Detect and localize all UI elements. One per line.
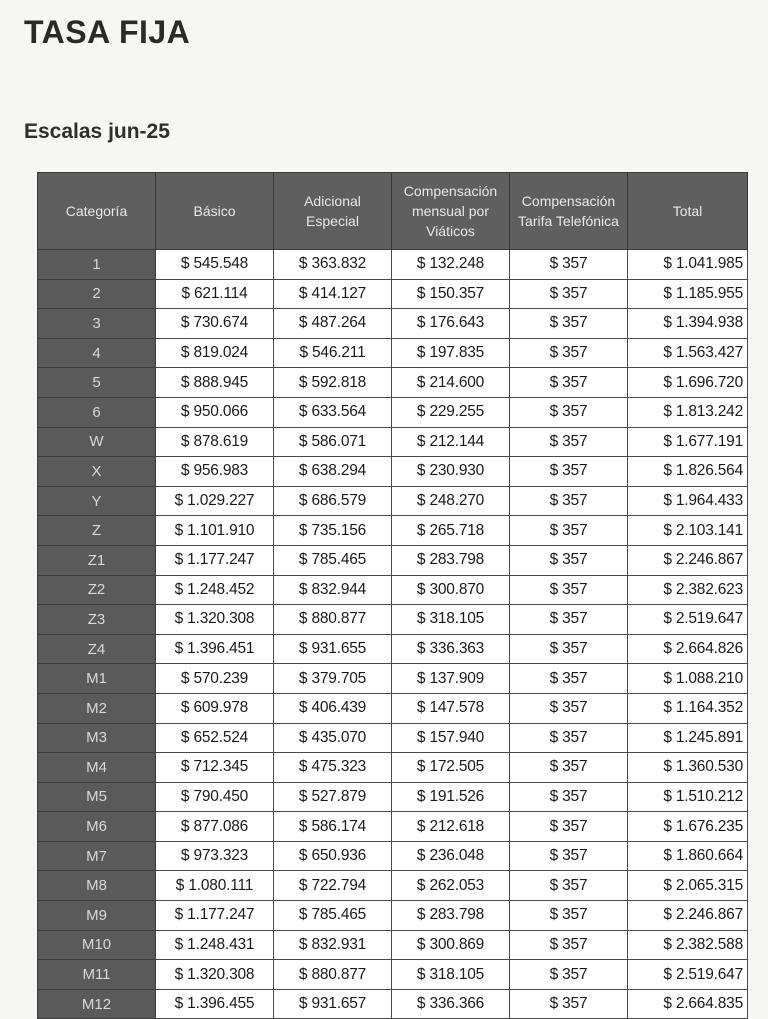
cell-telefonica: $ 357 [510, 545, 628, 575]
cell-total: $ 2.103.141 [628, 516, 748, 546]
cell-total: $ 1.696.720 [628, 368, 748, 398]
cell-categoria: Z1 [38, 545, 156, 575]
cell-adicional: $ 475.323 [274, 753, 392, 783]
cell-categoria: M2 [38, 693, 156, 723]
cell-total: $ 2.519.647 [628, 960, 748, 990]
cell-basico: $ 819.024 [156, 338, 274, 368]
cell-categoria: Z [38, 516, 156, 546]
cell-categoria: M1 [38, 664, 156, 694]
cell-total: $ 1.245.891 [628, 723, 748, 753]
header-basico: Básico [156, 173, 274, 250]
cell-basico: $ 790.450 [156, 782, 274, 812]
cell-total: $ 2.519.647 [628, 605, 748, 635]
cell-adicional: $ 379.705 [274, 664, 392, 694]
header-adicional: Adicional Especial [274, 173, 392, 250]
cell-telefonica: $ 357 [510, 664, 628, 694]
cell-telefonica: $ 357 [510, 486, 628, 516]
table-row [38, 930, 748, 960]
cell-viaticos: $ 300.869 [392, 930, 510, 960]
cell-total: $ 1.676.235 [628, 812, 748, 842]
cell-categoria: Z3 [38, 605, 156, 635]
header-total: Total [628, 173, 748, 250]
cell-categoria: M10 [38, 930, 156, 960]
cell-categoria: Y [38, 486, 156, 516]
table-row [38, 427, 748, 457]
cell-total: $ 2.664.835 [628, 989, 748, 1019]
cell-viaticos: $ 137.909 [392, 664, 510, 694]
cell-basico: $ 1.396.455 [156, 989, 274, 1019]
cell-telefonica: $ 357 [510, 634, 628, 664]
cell-categoria: M8 [38, 871, 156, 901]
cell-basico: $ 877.086 [156, 812, 274, 842]
cell-categoria: 5 [38, 368, 156, 398]
cell-basico: $ 621.114 [156, 279, 274, 309]
cell-total: $ 1.360.530 [628, 753, 748, 783]
cell-categoria: M5 [38, 782, 156, 812]
cell-viaticos: $ 176.643 [392, 309, 510, 339]
cell-telefonica: $ 357 [510, 989, 628, 1019]
table-row [38, 309, 748, 339]
cell-categoria: Z4 [38, 634, 156, 664]
table-header-row [38, 173, 748, 250]
cell-viaticos: $ 265.718 [392, 516, 510, 546]
cell-total: $ 2.664.826 [628, 634, 748, 664]
cell-telefonica: $ 357 [510, 368, 628, 398]
cell-categoria: M6 [38, 812, 156, 842]
cell-categoria: Z2 [38, 575, 156, 605]
header-viaticos: Compensación mensual por Viáticos [392, 173, 510, 250]
cell-viaticos: $ 230.930 [392, 457, 510, 487]
table-row [38, 841, 748, 871]
cell-telefonica: $ 357 [510, 516, 628, 546]
cell-viaticos: $ 248.270 [392, 486, 510, 516]
table-row [38, 575, 748, 605]
cell-viaticos: $ 132.248 [392, 250, 510, 280]
cell-viaticos: $ 147.578 [392, 693, 510, 723]
table-body [38, 250, 748, 1019]
cell-viaticos: $ 191.526 [392, 782, 510, 812]
cell-viaticos: $ 336.363 [392, 634, 510, 664]
cell-total: $ 2.246.867 [628, 545, 748, 575]
cell-basico: $ 1.320.308 [156, 605, 274, 635]
cell-basico: $ 545.548 [156, 250, 274, 280]
cell-viaticos: $ 336.366 [392, 989, 510, 1019]
table-row [38, 605, 748, 635]
cell-viaticos: $ 212.618 [392, 812, 510, 842]
table-row [38, 901, 748, 931]
cell-basico: $ 730.674 [156, 309, 274, 339]
cell-total: $ 1.185.955 [628, 279, 748, 309]
cell-viaticos: $ 318.105 [392, 605, 510, 635]
cell-categoria: M9 [38, 901, 156, 931]
cell-adicional: $ 586.174 [274, 812, 392, 842]
cell-total: $ 1.677.191 [628, 427, 748, 457]
cell-basico: $ 1.177.247 [156, 901, 274, 931]
cell-telefonica: $ 357 [510, 457, 628, 487]
table-row [38, 368, 748, 398]
cell-total: $ 2.382.588 [628, 930, 748, 960]
cell-adicional: $ 406.439 [274, 693, 392, 723]
cell-viaticos: $ 197.835 [392, 338, 510, 368]
cell-basico: $ 1.248.452 [156, 575, 274, 605]
table-row [38, 516, 748, 546]
cell-telefonica: $ 357 [510, 871, 628, 901]
cell-telefonica: $ 357 [510, 901, 628, 931]
cell-categoria: M4 [38, 753, 156, 783]
cell-telefonica: $ 357 [510, 723, 628, 753]
cell-categoria: X [38, 457, 156, 487]
page-title: TASA FIJA [24, 14, 191, 50]
table-row [38, 871, 748, 901]
cell-adicional: $ 527.879 [274, 782, 392, 812]
cell-telefonica: $ 357 [510, 575, 628, 605]
cell-basico: $ 1.177.247 [156, 545, 274, 575]
cell-categoria: 2 [38, 279, 156, 309]
cell-total: $ 1.826.564 [628, 457, 748, 487]
cell-telefonica: $ 357 [510, 812, 628, 842]
cell-viaticos: $ 318.105 [392, 960, 510, 990]
cell-telefonica: $ 357 [510, 338, 628, 368]
cell-adicional: $ 735.156 [274, 516, 392, 546]
cell-basico: $ 1.248.431 [156, 930, 274, 960]
header-categoria: Categoría [38, 173, 156, 250]
cell-telefonica: $ 357 [510, 250, 628, 280]
cell-categoria: 4 [38, 338, 156, 368]
cell-basico: $ 888.945 [156, 368, 274, 398]
table-row [38, 397, 748, 427]
cell-telefonica: $ 357 [510, 930, 628, 960]
cell-total: $ 1.394.938 [628, 309, 748, 339]
cell-viaticos: $ 283.798 [392, 901, 510, 931]
cell-adicional: $ 586.071 [274, 427, 392, 457]
cell-total: $ 1.041.985 [628, 250, 748, 280]
cell-total: $ 1.813.242 [628, 397, 748, 427]
cell-adicional: $ 686.579 [274, 486, 392, 516]
cell-telefonica: $ 357 [510, 782, 628, 812]
cell-basico: $ 652.524 [156, 723, 274, 753]
cell-categoria: M11 [38, 960, 156, 990]
table-row [38, 279, 748, 309]
cell-adicional: $ 722.794 [274, 871, 392, 901]
cell-total: $ 2.246.867 [628, 901, 748, 931]
cell-total: $ 1.964.433 [628, 486, 748, 516]
cell-adicional: $ 931.657 [274, 989, 392, 1019]
cell-basico: $ 1.080.111 [156, 871, 274, 901]
cell-total: $ 1.860.664 [628, 841, 748, 871]
cell-adicional: $ 633.564 [274, 397, 392, 427]
table-row [38, 812, 748, 842]
table-row [38, 545, 748, 575]
cell-total: $ 1.510.212 [628, 782, 748, 812]
cell-viaticos: $ 262.053 [392, 871, 510, 901]
cell-viaticos: $ 212.144 [392, 427, 510, 457]
cell-categoria: 1 [38, 250, 156, 280]
cell-total: $ 1.088.210 [628, 664, 748, 694]
cell-categoria: W [38, 427, 156, 457]
cell-viaticos: $ 157.940 [392, 723, 510, 753]
table-row [38, 782, 748, 812]
cell-basico: $ 712.345 [156, 753, 274, 783]
cell-telefonica: $ 357 [510, 427, 628, 457]
cell-adicional: $ 832.944 [274, 575, 392, 605]
cell-adicional: $ 638.294 [274, 457, 392, 487]
cell-telefonica: $ 357 [510, 753, 628, 783]
table-row [38, 250, 748, 280]
table-row [38, 989, 748, 1019]
table-row [38, 664, 748, 694]
cell-basico: $ 1.101.910 [156, 516, 274, 546]
cell-total: $ 1.563.427 [628, 338, 748, 368]
cell-viaticos: $ 172.505 [392, 753, 510, 783]
cell-categoria: 6 [38, 397, 156, 427]
cell-adicional: $ 650.936 [274, 841, 392, 871]
cell-basico: $ 570.239 [156, 664, 274, 694]
cell-categoria: M7 [38, 841, 156, 871]
table-row [38, 753, 748, 783]
cell-basico: $ 956.983 [156, 457, 274, 487]
cell-basico: $ 878.619 [156, 427, 274, 457]
table-row [38, 693, 748, 723]
table-row [38, 634, 748, 664]
cell-adicional: $ 785.465 [274, 545, 392, 575]
page-subtitle: Escalas jun-25 [24, 120, 170, 143]
cell-adicional: $ 435.070 [274, 723, 392, 753]
table-row [38, 723, 748, 753]
cell-viaticos: $ 150.357 [392, 279, 510, 309]
cell-total: $ 2.382.623 [628, 575, 748, 605]
cell-basico: $ 1.396.451 [156, 634, 274, 664]
cell-basico: $ 609.978 [156, 693, 274, 723]
cell-telefonica: $ 357 [510, 397, 628, 427]
cell-basico: $ 973.323 [156, 841, 274, 871]
table-row [38, 486, 748, 516]
cell-total: $ 2.065.315 [628, 871, 748, 901]
cell-basico: $ 1.029.227 [156, 486, 274, 516]
cell-viaticos: $ 300.870 [392, 575, 510, 605]
table-row [38, 457, 748, 487]
cell-categoria: M3 [38, 723, 156, 753]
cell-viaticos: $ 283.798 [392, 545, 510, 575]
cell-adicional: $ 880.877 [274, 605, 392, 635]
cell-viaticos: $ 229.255 [392, 397, 510, 427]
cell-categoria: M12 [38, 989, 156, 1019]
cell-viaticos: $ 214.600 [392, 368, 510, 398]
table-row [38, 338, 748, 368]
cell-total: $ 1.164.352 [628, 693, 748, 723]
cell-viaticos: $ 236.048 [392, 841, 510, 871]
cell-basico: $ 1.320.308 [156, 960, 274, 990]
cell-adicional: $ 931.655 [274, 634, 392, 664]
cell-telefonica: $ 357 [510, 960, 628, 990]
cell-categoria: 3 [38, 309, 156, 339]
cell-telefonica: $ 357 [510, 279, 628, 309]
salary-scale-table [37, 172, 748, 1019]
cell-adicional: $ 546.211 [274, 338, 392, 368]
cell-adicional: $ 487.264 [274, 309, 392, 339]
cell-adicional: $ 880.877 [274, 960, 392, 990]
cell-adicional: $ 832.931 [274, 930, 392, 960]
cell-telefonica: $ 357 [510, 605, 628, 635]
cell-adicional: $ 414.127 [274, 279, 392, 309]
cell-basico: $ 950.066 [156, 397, 274, 427]
cell-adicional: $ 592.818 [274, 368, 392, 398]
cell-adicional: $ 785.465 [274, 901, 392, 931]
table-row [38, 960, 748, 990]
cell-telefonica: $ 357 [510, 841, 628, 871]
cell-telefonica: $ 357 [510, 693, 628, 723]
cell-adicional: $ 363.832 [274, 250, 392, 280]
header-telefonica: Compensación Tarifa Telefónica [510, 173, 628, 250]
cell-telefonica: $ 357 [510, 309, 628, 339]
